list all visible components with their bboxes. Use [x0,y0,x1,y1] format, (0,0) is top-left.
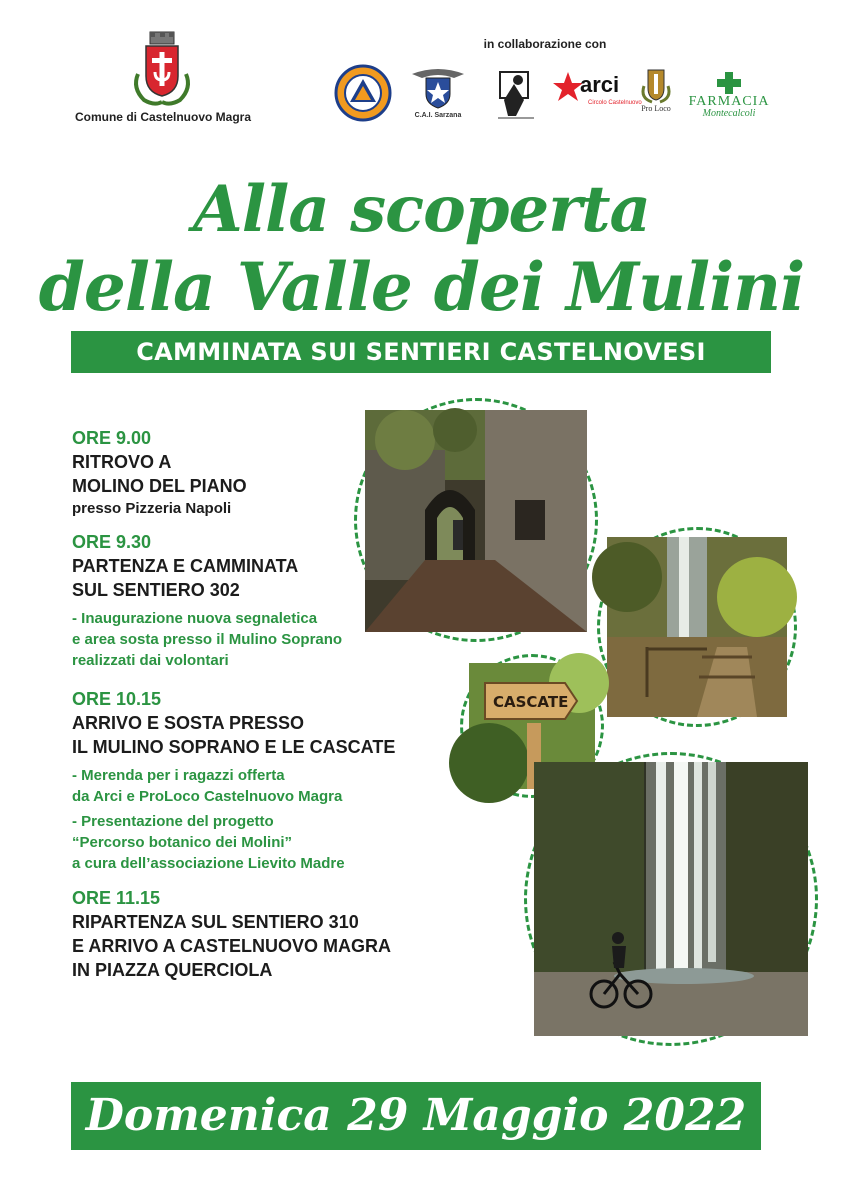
schedule-heading: IL MULINO SOPRANO E LE CASCATE [72,737,396,757]
schedule-item [72,886,482,982]
schedule-heading: MOLINO DEL PIANO [72,476,247,496]
collaboration-label: in collaborazione con [483,37,607,51]
comune-name: Comune di Castelnuovo Magra [74,110,252,124]
schedule-heading: SUL SENTIERO 302 [72,580,240,600]
subtitle-banner: CAMMINATA SUI SENTIERI CASTELNOVESI [71,331,771,373]
schedule-note: e area sosta presso il Mulino Soprano [72,631,343,648]
schedule-time: ORE 11.15 [72,888,161,908]
schedule-time: ORE 9.30 [72,532,152,552]
schedule-heading: E ARRIVO A CASTELNUOVO MAGRA [72,936,392,956]
schedule-note: - Presentazione del progetto [72,813,274,830]
title-line-2: della Valle dei Mulini [38,248,805,326]
schedule-subheading: presso Pizzeria Napoli [72,500,232,517]
farmacia-sub-label: Montecalcoli [702,108,756,119]
schedule-time: ORE 10.15 [72,689,162,709]
schedule-heading: PARTENZA E CAMMINATA [72,556,299,576]
arci-sub-label: Circolo Castelnuovo [588,100,642,106]
cai-label: C.A.I. Sarzana [414,112,462,119]
schedule-heading: IN PIAZZA QUERCIOLA [72,960,273,980]
cai-sarzana-logo [407,64,469,119]
schedule-note: - Inaugurazione nuova segnaletica [72,610,318,627]
schedule-heading: ARRIVO E SOSTA PRESSO [72,713,305,733]
schedule-heading: RIPARTENZA SUL SENTIERO 310 [72,912,359,932]
protezione-civile-logo [332,64,394,122]
pro-loco-label: Pro Loco [641,104,671,113]
date-banner: Domenica 29 Maggio 2022 [71,1082,761,1150]
farmacia-montecalcoli-logo [684,72,774,119]
schedule-time: ORE 9.00 [72,428,152,448]
ruins-arch-photo [365,410,587,632]
arci-wordmark: arci [580,72,620,97]
schedule-note: realizzati dai volontari [72,652,229,669]
schedule-note: “Percorso botanico dei Molini” [72,834,293,851]
lievito-madre-logo [486,70,546,122]
schedule-note: da Arci e ProLoco Castelnuovo Magra [72,788,343,805]
comune-crest-logo [130,28,194,108]
waterfall-cyclist-photo [534,762,808,1036]
schedule-heading: RITROVO A [72,452,172,472]
title-line-1: Alla scoperta [193,172,650,247]
schedule-note: a cura dell’associazione Lievito Madre [72,855,345,872]
schedule-note: - Merenda per i ragazzi offerta [72,767,285,784]
cascate-sign-text: CASCATE [493,693,569,711]
schedule-item [72,687,482,874]
boardwalk-waterfall-photo [607,537,787,717]
pro-loco-logo [626,66,686,113]
farmacia-label: FARMACIA [688,94,770,109]
arci-circolo-logo [552,70,642,110]
